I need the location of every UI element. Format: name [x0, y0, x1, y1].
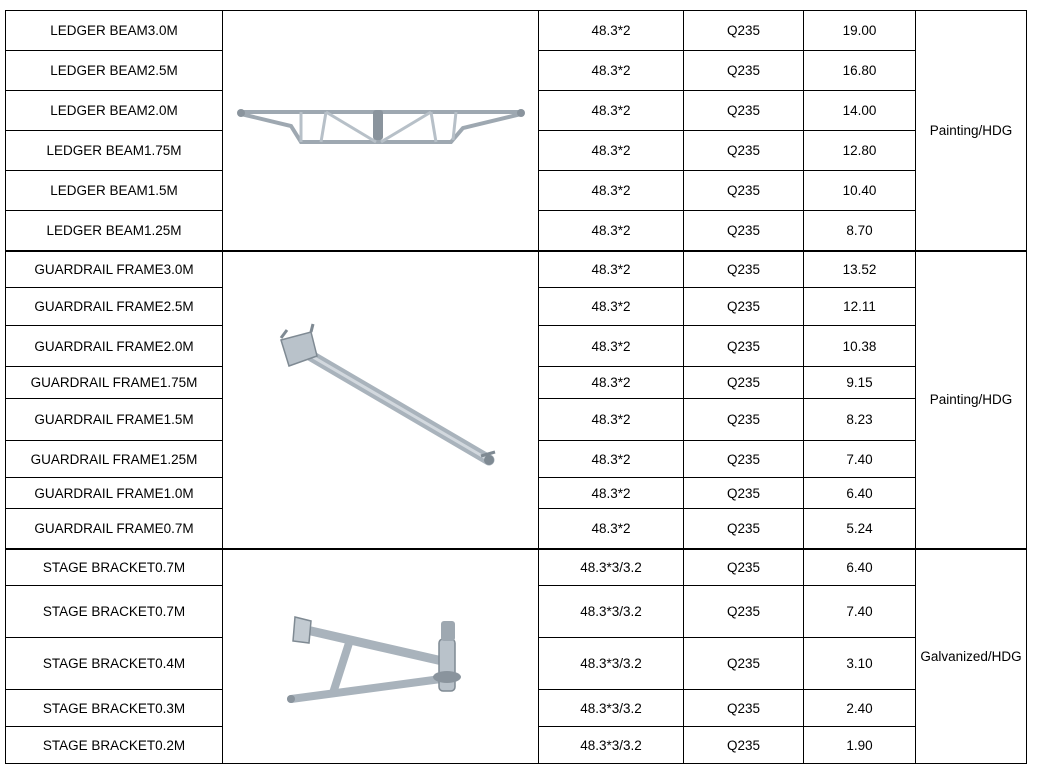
weight-cell: 7.40: [804, 441, 916, 478]
ledger-beam-photo-icon: [231, 100, 531, 160]
size-cell: 48.3*2: [539, 131, 684, 171]
size-cell: 48.3*3/3.2: [539, 690, 684, 727]
size-cell: 48.3*2: [539, 326, 684, 367]
size-cell: 48.3*2: [539, 509, 684, 549]
material-cell: Q235: [684, 586, 804, 638]
weight-cell: 12.80: [804, 131, 916, 171]
weight-cell: 10.38: [804, 326, 916, 367]
material-cell: Q235: [684, 690, 804, 727]
stage-bracket-photo-cell: [223, 549, 539, 764]
size-cell: 48.3*3/3.2: [539, 549, 684, 586]
size-cell: 48.3*2: [539, 399, 684, 441]
guardrail-frame-photo-icon: [261, 320, 501, 480]
weight-cell: 6.40: [804, 478, 916, 509]
size-cell: 48.3*2: [539, 11, 684, 51]
material-cell: Q235: [684, 727, 804, 764]
size-cell: 48.3*3/3.2: [539, 727, 684, 764]
product-name-cell: GUARDRAIL FRAME1.25M: [6, 441, 223, 478]
weight-cell: 2.40: [804, 690, 916, 727]
material-cell: Q235: [684, 441, 804, 478]
material-cell: Q235: [684, 51, 804, 91]
size-cell: 48.3*2: [539, 171, 684, 211]
weight-cell: 12.11: [804, 288, 916, 326]
product-name-cell: LEDGER BEAM2.5M: [6, 51, 223, 91]
size-cell: 48.3*2: [539, 51, 684, 91]
product-name-cell: LEDGER BEAM2.0M: [6, 91, 223, 131]
material-cell: Q235: [684, 251, 804, 288]
size-cell: 48.3*2: [539, 367, 684, 399]
material-cell: Q235: [684, 326, 804, 367]
material-cell: Q235: [684, 367, 804, 399]
weight-cell: 13.52: [804, 251, 916, 288]
product-name-cell: GUARDRAIL FRAME1.5M: [6, 399, 223, 441]
size-cell: 48.3*2: [539, 211, 684, 251]
weight-cell: 5.24: [804, 509, 916, 549]
product-name-cell: GUARDRAIL FRAME0.7M: [6, 509, 223, 549]
weight-cell: 10.40: [804, 171, 916, 211]
weight-cell: 9.15: [804, 367, 916, 399]
product-name-cell: LEDGER BEAM3.0M: [6, 11, 223, 51]
weight-cell: 3.10: [804, 638, 916, 690]
product-name-cell: STAGE BRACKET0.7M: [6, 549, 223, 586]
product-name-cell: GUARDRAIL FRAME3.0M: [6, 251, 223, 288]
product-spec-table: [5, 10, 1027, 764]
weight-cell: 19.00: [804, 11, 916, 51]
material-cell: Q235: [684, 509, 804, 549]
finish-cell: Galvanized/HDG: [916, 549, 1027, 764]
product-name-cell: LEDGER BEAM1.25M: [6, 211, 223, 251]
stage-bracket-photo-icon: [271, 601, 491, 711]
material-cell: Q235: [684, 638, 804, 690]
table-row: [6, 549, 1027, 586]
weight-cell: 7.40: [804, 586, 916, 638]
guardrail-frame-photo-cell: [223, 251, 539, 549]
material-cell: Q235: [684, 549, 804, 586]
finish-cell: Painting/HDG: [916, 251, 1027, 549]
size-cell: 48.3*3/3.2: [539, 638, 684, 690]
material-cell: Q235: [684, 211, 804, 251]
product-name-cell: GUARDRAIL FRAME2.0M: [6, 326, 223, 367]
product-name-cell: STAGE BRACKET0.3M: [6, 690, 223, 727]
weight-cell: 6.40: [804, 549, 916, 586]
size-cell: 48.3*2: [539, 441, 684, 478]
weight-cell: 16.80: [804, 51, 916, 91]
size-cell: 48.3*2: [539, 288, 684, 326]
table-row: [6, 251, 1027, 288]
size-cell: 48.3*2: [539, 91, 684, 131]
weight-cell: 8.70: [804, 211, 916, 251]
product-name-cell: STAGE BRACKET0.7M: [6, 586, 223, 638]
product-name-cell: GUARDRAIL FRAME2.5M: [6, 288, 223, 326]
material-cell: Q235: [684, 91, 804, 131]
size-cell: 48.3*3/3.2: [539, 586, 684, 638]
table-row: [6, 11, 1027, 51]
finish-cell: Painting/HDG: [916, 11, 1027, 251]
material-cell: Q235: [684, 399, 804, 441]
product-name-cell: LEDGER BEAM1.75M: [6, 131, 223, 171]
material-cell: Q235: [684, 288, 804, 326]
material-cell: Q235: [684, 171, 804, 211]
product-name-cell: STAGE BRACKET0.4M: [6, 638, 223, 690]
product-name-cell: STAGE BRACKET0.2M: [6, 727, 223, 764]
ledger-beam-photo-cell: [223, 11, 539, 251]
weight-cell: 14.00: [804, 91, 916, 131]
product-name-cell: LEDGER BEAM1.5M: [6, 171, 223, 211]
weight-cell: 1.90: [804, 727, 916, 764]
size-cell: 48.3*2: [539, 251, 684, 288]
product-name-cell: GUARDRAIL FRAME1.0M: [6, 478, 223, 509]
weight-cell: 8.23: [804, 399, 916, 441]
size-cell: 48.3*2: [539, 478, 684, 509]
material-cell: Q235: [684, 11, 804, 51]
product-name-cell: GUARDRAIL FRAME1.75M: [6, 367, 223, 399]
material-cell: Q235: [684, 131, 804, 171]
material-cell: Q235: [684, 478, 804, 509]
